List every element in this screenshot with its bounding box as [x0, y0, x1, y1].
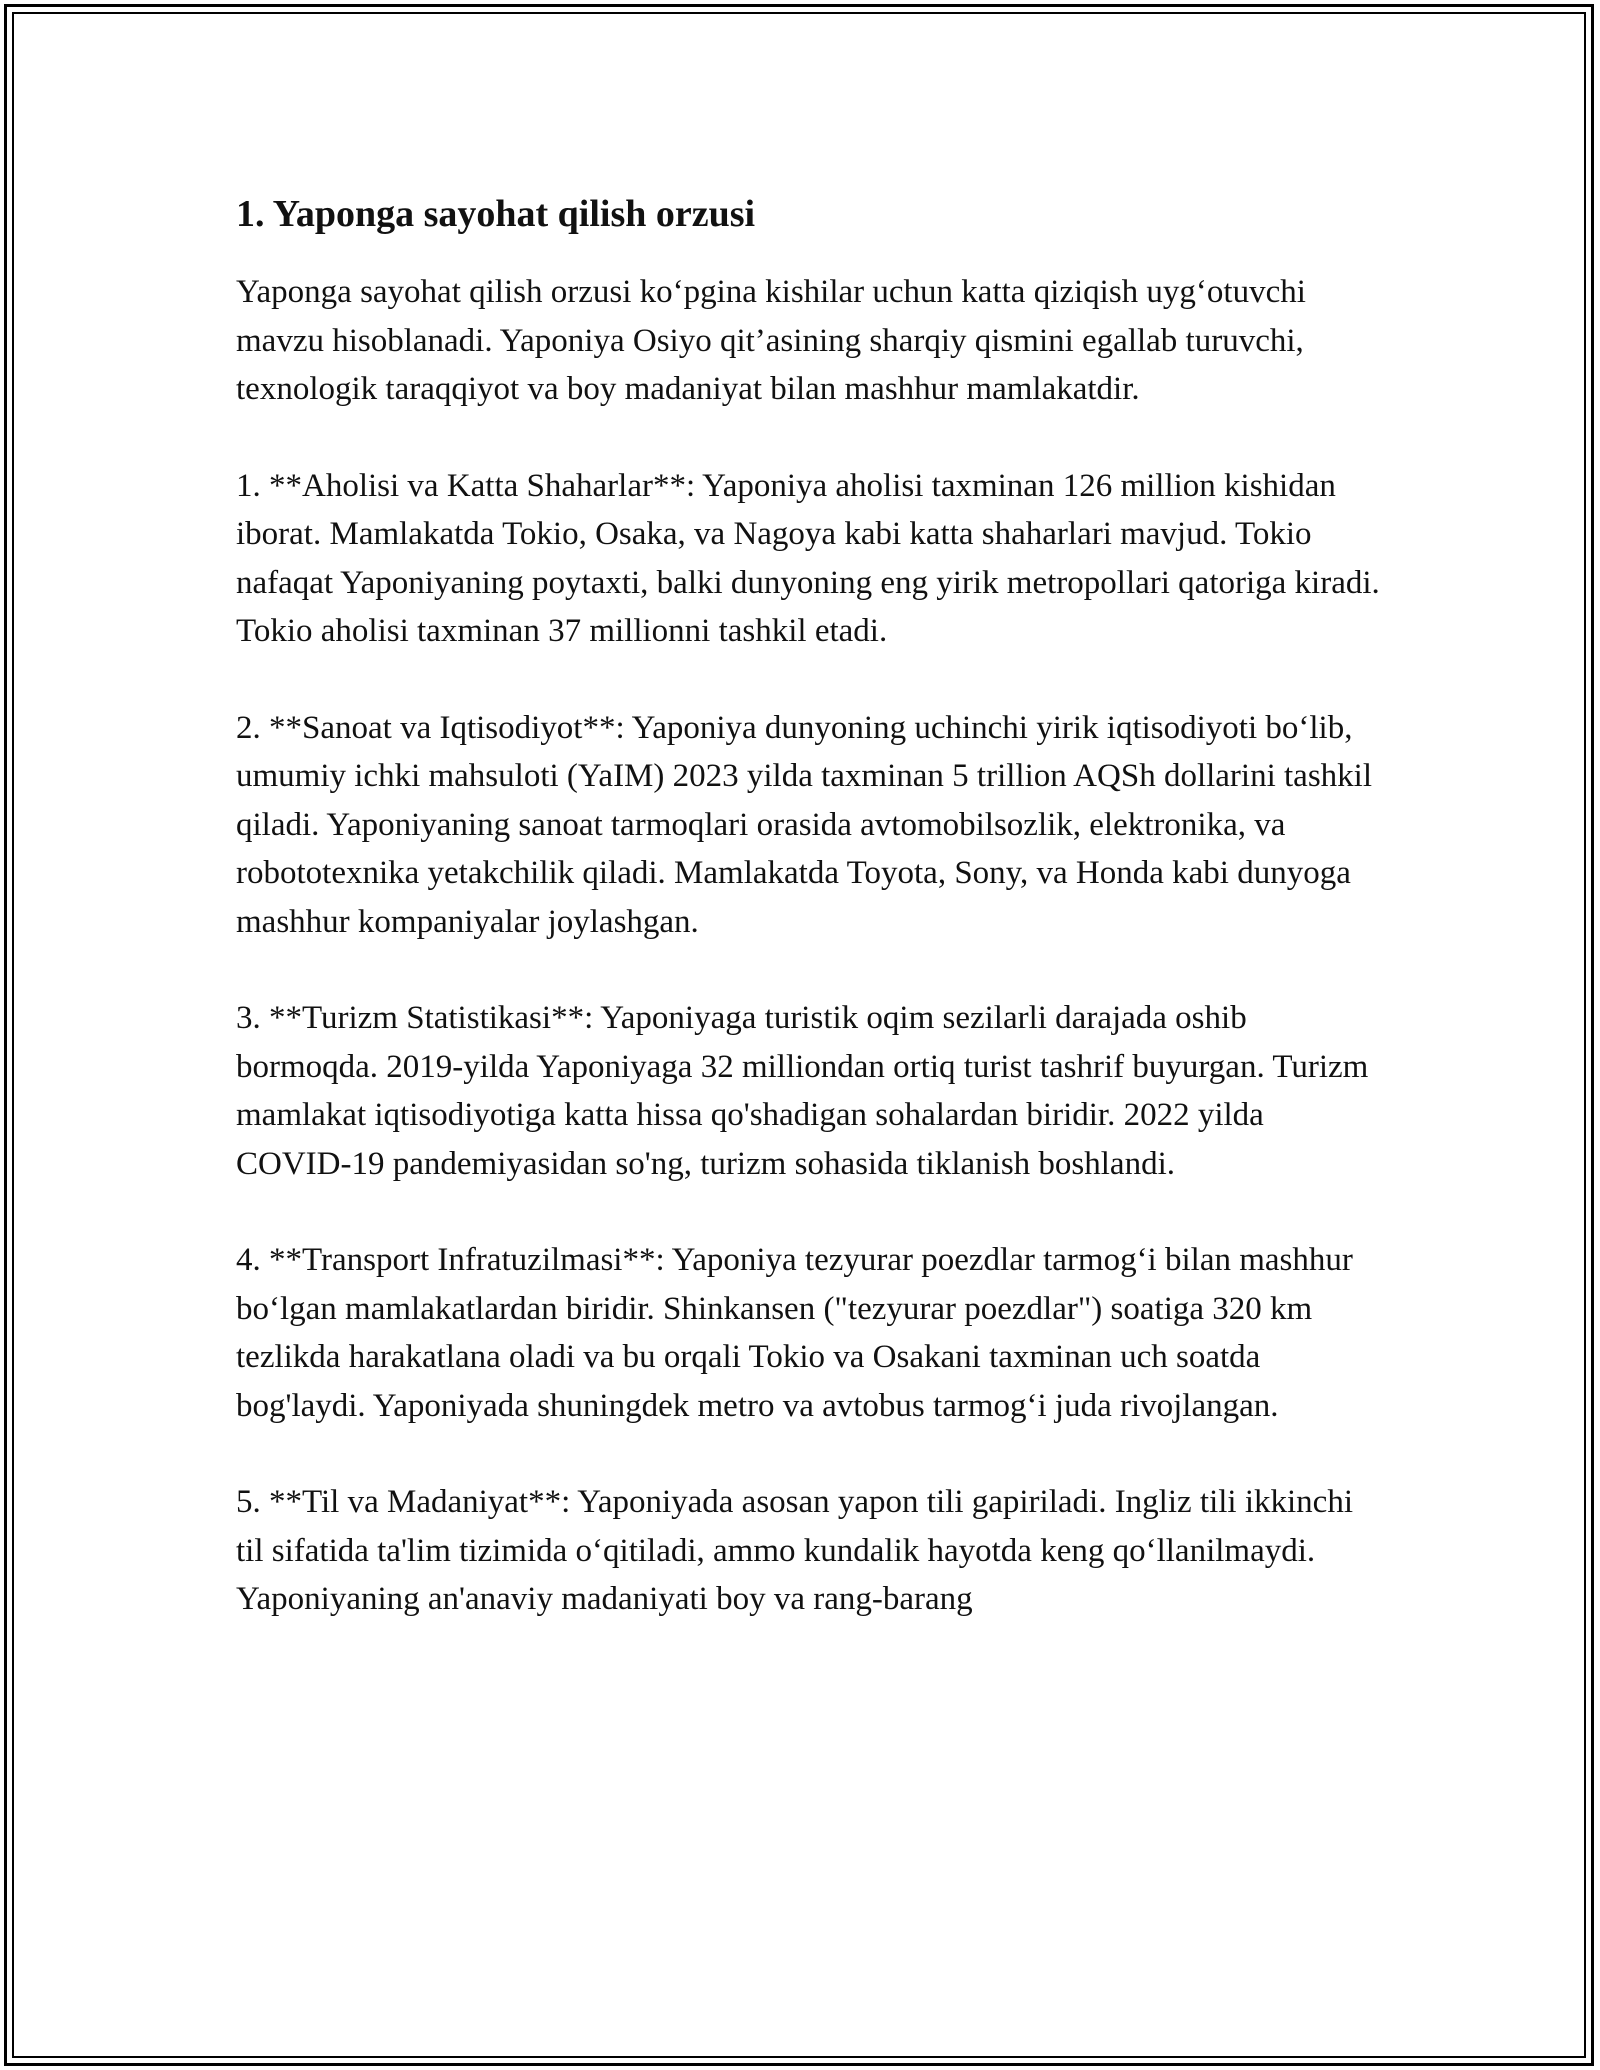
- paragraph-economy: 2. **Sanoat va Iqtisodiyot**: Yaponiya dunyoning uchinchi yirik iqtisodiyoti bo‘lib, umumiy ichki mahsuloti (YaIM) 2023 yilda taxminan 5 trillion AQSh dollarini tashkil qiladi. Yaponiyaning sanoat tarmoqlari orasida avtomobilsozlik, elektronika, va robototexnika yetakchilik qiladi. Mamlakatda Toyota, Sony, va Honda kabi dunyoga mashhur kompaniyalar joylashgan.: [236, 709, 1373, 940]
- document-page: [236, 186, 1384, 1672]
- paragraph-population: 1. **Aholisi va Katta Shaharlar**: Yaponiya aholisi taxminan 126 million kishidan iborat. Mamlakatda Tokio, Osaka, va Nagoya kabi katta shaharlari mavjud. Tokio nafaqat Yaponiyaning poytaxti, balki dunyoning eng yirik metropollari qatoriga kiradi. Tokio aholisi taxminan 37 millionni tashkil etadi.: [236, 467, 1380, 649]
- paragraph-language-culture: 5. **Til va Madaniyat**: Yaponiyada asosan yapon tili gapiriladi. Ingliz tili ikkinchi til sifatida ta'lim tizimida o‘qitiladi, ammo kundalik hayotda keng qo‘llanilmaydi. Yaponiyaning an'anaviy madaniyati boy va rang-barang: [236, 1484, 1353, 1617]
- document-title: 1. Yaponga sayohat qilish orzusi: [236, 193, 756, 235]
- intro-paragraph: Yaponga sayohat qilish orzusi ko‘pgina kishilar uchun katta qiziqish uyg‘otuvchi mavzu hisoblanadi. Yaponiya Osiyo qit’asining sharqiy qismini egallab turuvchi, texnologik taraqqiyot va boy madaniyat bilan mashhur mamlakatdir.: [236, 274, 1306, 407]
- paragraph-transport: 4. **Transport Infratuzilmasi**: Yaponiya tezyurar poezdlar tarmog‘i bilan mashhur bo‘lgan mamlakatlardan biridir. Shinkansen ("tezyurar poezdlar") soatiga 320 km tezlikda harakatlana oladi va bu orqali Tokio va Osakani taxminan uch soatda bog'laydi. Yaponiyada shuningdek metro va avtobus tarmog‘i juda rivojlangan.: [236, 1242, 1353, 1424]
- paragraph-tourism: 3. **Turizm Statistikasi**: Yaponiyaga turistik oqim sezilarli darajada oshib bormoqda. 2019-yilda Yaponiyaga 32 milliondan ortiq turist tashrif buyurgan. Turizm mamlakat iqtisodiyotiga katta hissa qo'shadigan sohalardan biridir. 2022 yilda COVID-19 pandemiyasidan so'ng, turizm sohasida tiklanish boshlandi.: [236, 1000, 1369, 1182]
